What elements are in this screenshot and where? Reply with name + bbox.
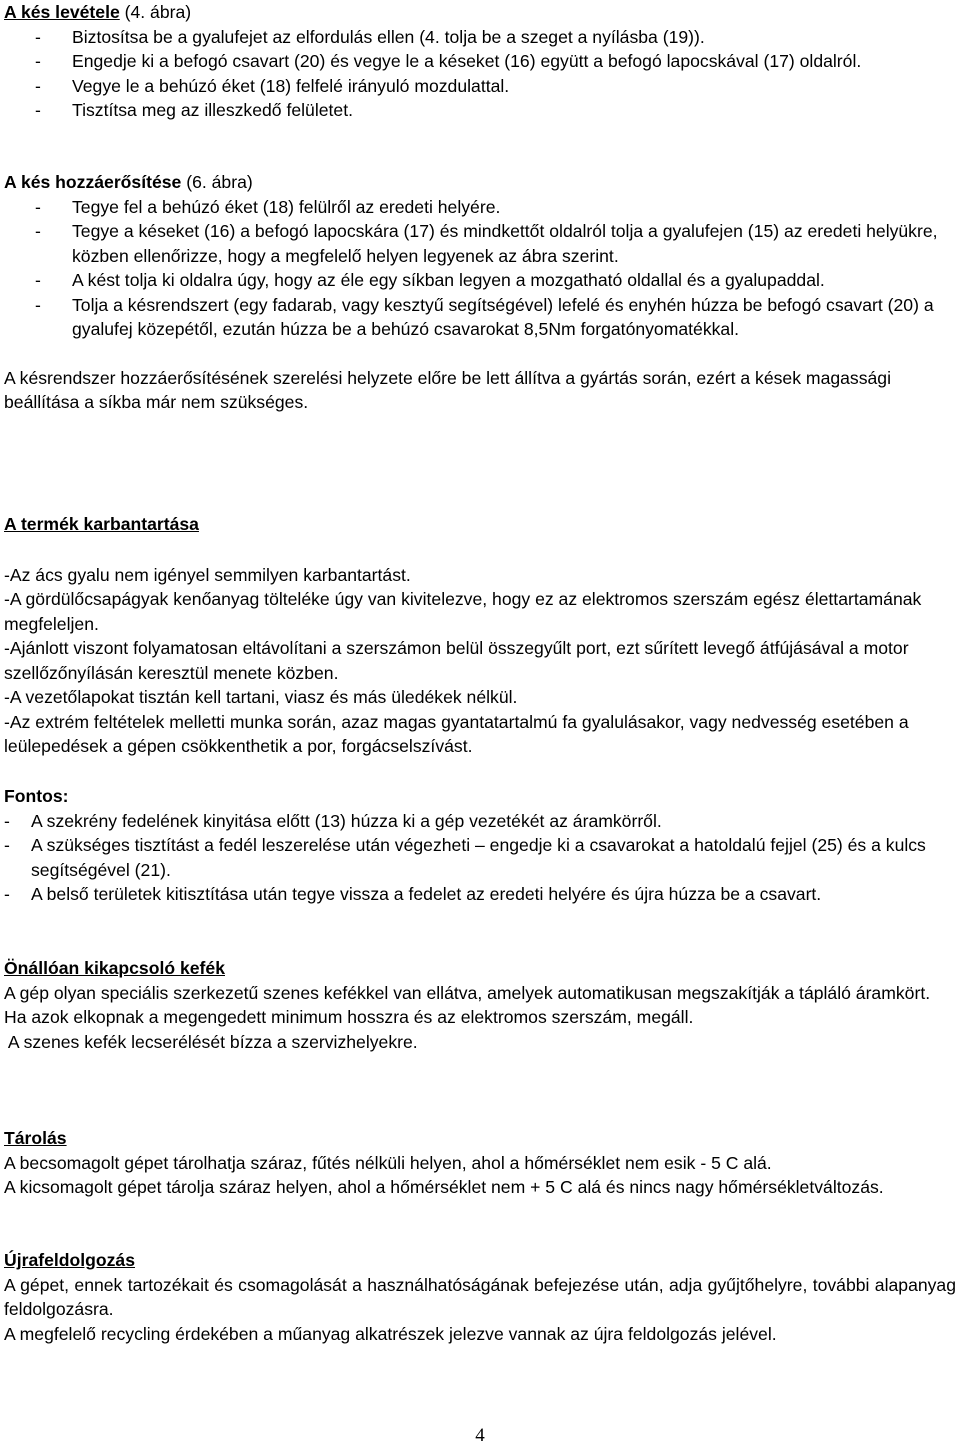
list-item: - Biztosítsa be a gyalufejet az elfordulás ellen (4. tolja be a szeget a nyílásba (19)). [4,25,956,50]
list-item: - Vegye le a behúzó éket (18) felfelé irányuló mozdulattal. [4,74,956,99]
list-item: - A kést tolja ki oldalra úgy, hogy az éle egy síkban legyen a mozgatható oldallal és a gyalupaddal. [4,268,956,293]
section-maintenance [4,512,956,759]
maintenance-line: -A gördülőcsapágyak kenőanyag tölteléke úgy van kivitelezve, hogy ez az elektromos szerszám egész élettartamának megfeleljen. [4,589,922,634]
page-number: 4 [475,1425,485,1446]
knife-removal-ref: (4. ábra) [119,2,192,22]
brushes-text: A gép olyan speciális szerkezetű szenes kefékkel van ellátva, amelyek automatikusan megszakítják a tápláló áramkört. Ha azok elkopnak a megengedett minimum hosszra és az elektromos szerszám, megáll. [4,982,931,1027]
list-item-text: Tegye a késeket (16) a befogó lapocskára (17) és mindkettőt oldalról tolja a gyalufejen (15) az eredeti helyükre, közben ellenőrizze, hogy a megfelelő helyen legyenek az ábra szerint. [72,221,938,266]
list-item-text: Tolja a késrendszert (egy fadarab, vagy kesztyű segítségével) lefelé és enyhén húzza be befogó csavart (20) a gyalufej közepétől, ezután húzza be a behúzó csavarokat 8,5Nm forgatónyomatékkal. [72,294,934,339]
list-item: - Tolja a késrendszert (egy fadarab, vagy kesztyű segítségével) lefelé és enyhén húzza be befogó csavart (20) a gyalufej közepétől, ezután húzza be a behúzó csavarokat 8,5Nm forgatónyomatékkal. [4,293,956,342]
maintenance-line: -Az extrém feltételek melletti munka során, azaz magas gyantatartalmú fa gyalulásakor, vagy nedvesség esetében a leülepedések a gépen csökkenthetik a por, forgácselszívást. [4,711,909,756]
section-storage [4,1126,956,1200]
list-item: - Tegye fel a behúzó éket (18) felülről az eredeti helyére. [4,195,956,220]
list-item: - Tisztítsa meg az illeszkedő felületet. [4,98,956,123]
knife-attach-title: A kés hozzáerősítése [4,172,182,192]
storage-line-1: A becsomagolt gépet tárolhatja száraz, fűtés nélküli helyen, ahol a hőmérséklet nem esik - 5 C alá. [4,1152,772,1173]
section-knife-attach [4,170,956,415]
maintenance-line: -A vezetőlapokat tisztán kell tartani, viasz és más üledékek nélkül. [4,687,518,707]
section-recycling [4,1248,956,1346]
knife-attach-heading [4,170,956,195]
list-item: - A belső területek kitisztítása után tegye vissza a fedelet az eredeti helyére és újra húzza be a csavart. [4,882,956,907]
maintenance-line: -Ajánlott viszont folyamatosan eltávolítani a szerszámon belül összegyűlt port, ezt sűrített levegő átfújásával a motor szellőzőnyílásán keresztül menete közben. [4,638,909,683]
list-item: - A szekrény fedelének kinyitása előtt (13) húzza ki a gép vezetékét az áramkörről. [4,809,956,834]
knife-attach-note: A késrendszer hozzáerősítésének szerelési helyzete előre be lett állítva a gyártás során, ezért a kések magassági beállítása a síkba már nem szükséges. [4,367,891,412]
list-item-text: A szekrény fedelének kinyitása előtt (13) húzza ki a gép vezetékét az áramkörről. [31,810,662,831]
brushes-text-2: A szenes kefék lecserélését bízza a szervizhelyekre. [4,1031,418,1052]
list-item-text: A belső területek kitisztítása után tegye vissza a fedelet az eredeti helyére és újra húzza be a csavart. [31,884,822,904]
list-item-text: Vegye le a behúzó éket (18) felfelé irányuló mozdulattal. [72,75,510,96]
recycling-title: Újrafeldolgozás [4,1250,135,1270]
storage-line-2: A kicsomagolt gépet tárolja száraz helyen, ahol a hőmérséklet nem + 5 C alá és nincs nagy hőmérsékletváltozás. [4,1177,884,1197]
section-important [4,784,956,907]
list-item: - Engedje ki a befogó csavart (20) és vegye le a késeket (16) együtt a befogó lapocskával (17) oldalról. [4,49,956,74]
recycling-line-1: A gépet, ennek tartozékait és csomagolását a használhatóságának befejezése után, adja gyűjtőhelyre, további alapanyag feldolgozásra. [4,1274,956,1319]
knife-attach-ref: (6. ábra) [181,172,253,192]
list-item-text: Tisztítsa meg az illeszkedő felületet. [72,100,353,120]
maintenance-title: A termék karbantartása [4,514,199,534]
list-item-text: Biztosítsa be a gyalufejet az elfordulás ellen (4. tolja be a szeget a nyílásba (19)). [72,26,705,47]
maintenance-line: -Az ács gyalu nem igényel semmilyen karbantartást. [4,564,411,585]
brushes-title: Önállóan kikapcsoló kefék [4,958,225,978]
knife-removal-title: A kés levétele [4,2,120,22]
list-item-text: A szükséges tisztítást a fedél leszerelése után végezheti – engedje ki a csavarokat a hatoldalú fejjel (25) és a kulcs segítségével (21). [31,835,926,880]
important-title: Fontos: [4,786,69,806]
section-brushes [4,956,956,1054]
list-item: - A szükséges tisztítást a fedél leszerelése után végezheti – engedje ki a csavarokat a hatoldalú fejjel (25) és a kulcs segítségével (21). [4,833,956,882]
list-item-text: Engedje ki a befogó csavart (20) és vegye le a késeket (16) együtt a befogó lapocskával (17) oldalról. [72,51,862,71]
list-item-text: Tegye fel a behúzó éket (18) felülről az eredeti helyére. [72,196,501,217]
list-item-text: A kést tolja ki oldalra úgy, hogy az éle egy síkban legyen a mozgatható oldallal és a gyalupaddal. [72,270,825,290]
section-knife-removal [4,0,956,123]
knife-removal-heading [4,0,956,25]
storage-title: Tárolás [4,1128,67,1148]
list-item: - Tegye a késeket (16) a befogó lapocskára (17) és mindkettőt oldalról tolja a gyalufejen (15) az eredeti helyükre, közben ellenőrizze, hogy a megfelelő helyen legyenek az ábra szerint. [4,219,956,268]
recycling-line-2: A megfelelő recycling érdekében a műanyag alkatrészek jelezve vannak az újra feldolgozás jelével. [4,1323,777,1344]
